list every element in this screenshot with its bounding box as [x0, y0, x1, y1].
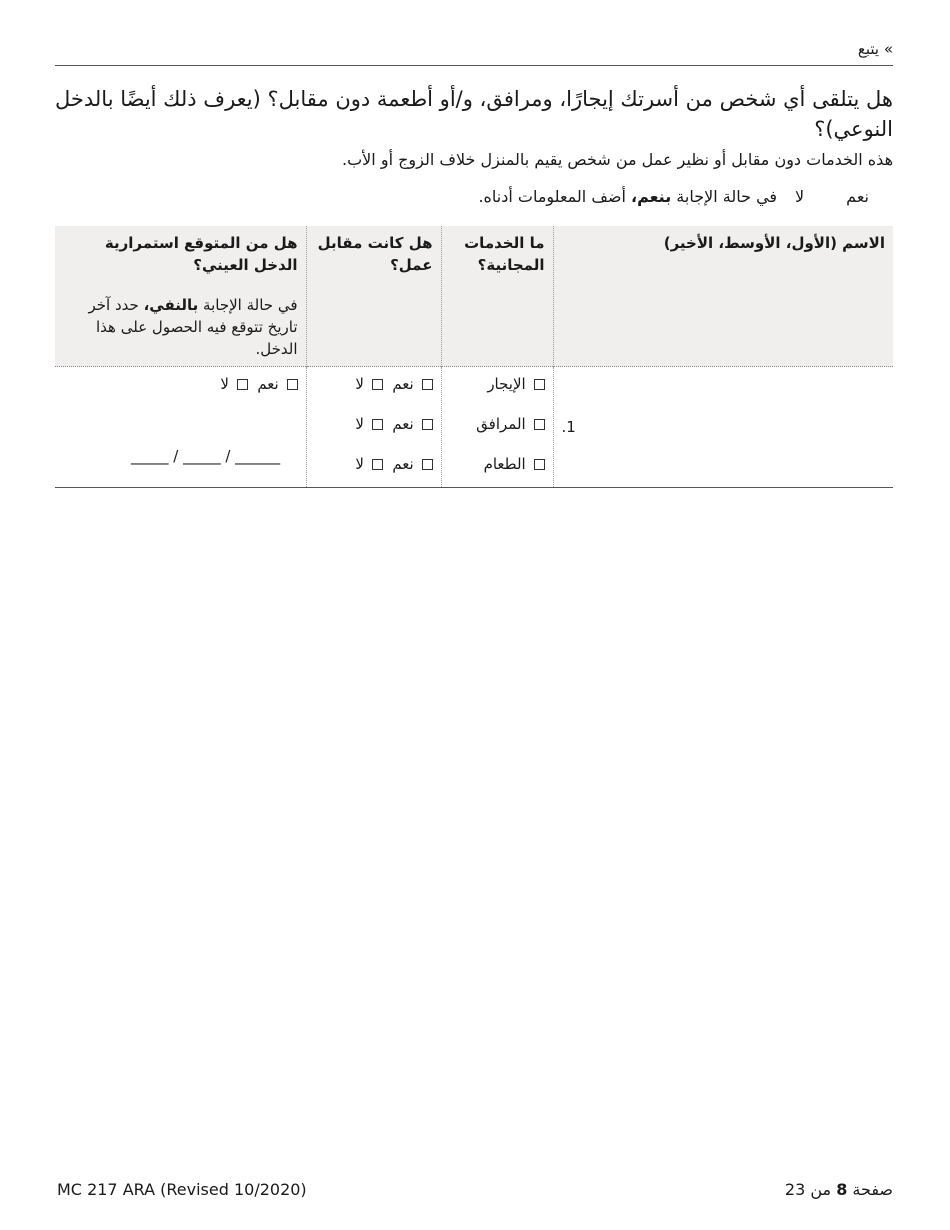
no-label: لا [795, 187, 805, 206]
food-label: الطعام [483, 455, 526, 473]
page-mid: من [805, 1180, 837, 1199]
yes-label: نعم [257, 375, 279, 393]
no-label: لا [355, 375, 364, 393]
row-number: 1. [561, 418, 576, 436]
yes-no-row [478, 187, 893, 206]
yes-checkbox[interactable] [875, 190, 887, 202]
col-continue-sub-suffix: حدد آخر تاريخ تتوقع فيه الحصول على هذا الدخل. [88, 296, 298, 358]
yes-label: نعم [846, 187, 869, 206]
food-checkbox[interactable] [534, 459, 545, 470]
utilities-checkbox[interactable] [534, 419, 545, 430]
work-row-rent [315, 367, 433, 407]
continued-label: » يتبع [857, 40, 893, 58]
continue-cell [55, 367, 306, 488]
service-utilities [450, 407, 545, 447]
header-divider [55, 65, 893, 66]
page-prefix: صفحة [847, 1180, 893, 1199]
in-kind-income-table [55, 226, 893, 488]
question-title: هل يتلقى أي شخص من أسرتك إيجارًا، ومرافق، و/أو أطعمة دون مقابل؟ (يعرف ذلك أيضًا بالدخل النوعي)؟ [54, 87, 893, 141]
work-no-checkbox[interactable] [372, 459, 383, 470]
col-work-header: هل كانت مقابل عمل؟ [306, 226, 441, 367]
table-header-row [55, 226, 893, 367]
yes-label: نعم [392, 375, 414, 393]
work-row-utilities [315, 407, 433, 447]
work-yes-checkbox[interactable] [422, 379, 433, 390]
rent-label: الإيجار [487, 375, 526, 393]
continue-yes-no [63, 367, 298, 407]
utilities-label: المرافق [476, 415, 526, 433]
service-rent [450, 367, 545, 407]
no-label: لا [220, 375, 229, 393]
yes-label: نعم [392, 455, 414, 473]
end-date-field[interactable]: _____ / _____ / ______ [131, 447, 281, 465]
continue-no-checkbox[interactable] [237, 379, 248, 390]
question-note: هذه الخدمات دون مقابل أو نظير عمل من شخص يقيم بالمنزل خلاف الزوج أو الأب. [342, 150, 893, 169]
col-continue-header [55, 226, 306, 367]
yes-label: نعم [392, 415, 414, 433]
table-row [55, 367, 893, 488]
instruction-prefix: في حالة الإجابة [671, 187, 778, 206]
services-cell [441, 367, 553, 488]
page-total: 23 [784, 1180, 806, 1199]
work-no-checkbox[interactable] [372, 419, 383, 430]
continue-yes-checkbox[interactable] [287, 379, 298, 390]
col-continue-sub-prefix: في حالة الإجابة [198, 296, 298, 314]
work-yes-checkbox[interactable] [422, 459, 433, 470]
col-continue-sub [61, 294, 298, 360]
col-continue-title: هل من المتوقع استمرارية الدخل العيني؟ [104, 234, 298, 274]
instruction-bold: بنعم، [631, 187, 672, 206]
page-current: 8 [836, 1180, 848, 1199]
col-free-header: ما الخدمات المجانية؟ [441, 226, 553, 367]
work-yes-checkbox[interactable] [422, 419, 433, 430]
name-cell[interactable] [553, 367, 893, 488]
col-continue-sub-bold: بالنفي، [143, 296, 199, 314]
form-page [55, 0, 893, 1230]
form-id: MC 217 ARA (Revised 10/2020) [57, 1180, 307, 1199]
instruction-suffix: أضف المعلومات أدناه. [478, 187, 632, 206]
work-no-checkbox[interactable] [372, 379, 383, 390]
work-cell [306, 367, 441, 488]
page-number [785, 1180, 893, 1199]
work-row-food [315, 447, 433, 487]
no-checkbox[interactable] [810, 190, 822, 202]
col-name-header: الاسم (الأول، الأوسط، الأخير) [553, 226, 893, 367]
service-food [450, 447, 545, 487]
no-label: لا [355, 415, 364, 433]
rent-checkbox[interactable] [534, 379, 545, 390]
no-label: لا [355, 455, 364, 473]
